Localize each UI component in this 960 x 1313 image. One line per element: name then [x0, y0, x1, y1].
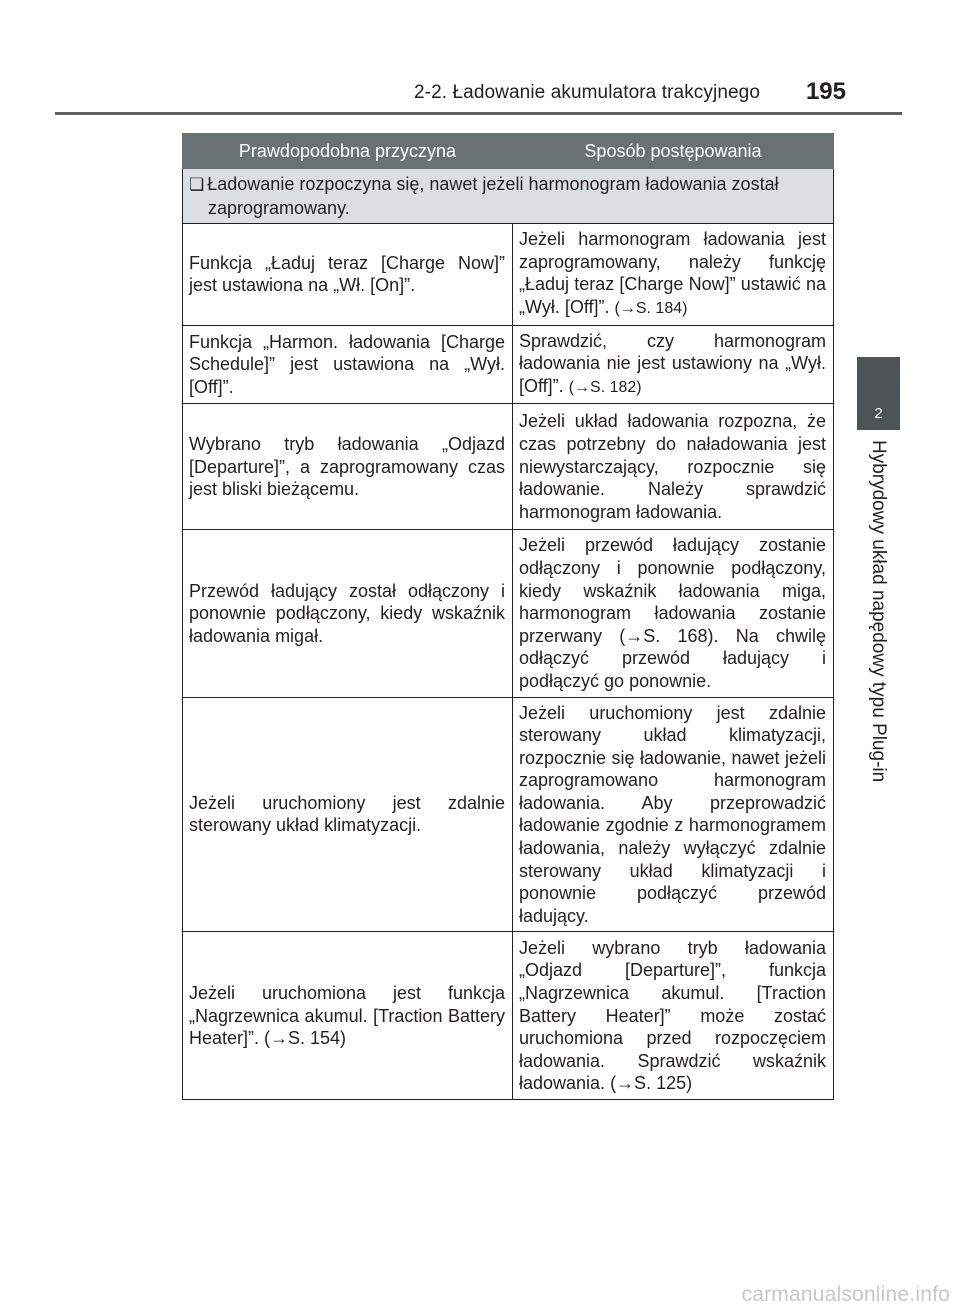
action-cell: Jeżeli przewód ładujący zostanie odłączony i ponownie podłączony, kiedy wskaźnik ładowania miga, harmonogram ładowania zostanie przerwany (→S. 168). Na chwilę odłączyć przewód ładujący i podłączyć go ponownie. — [513, 530, 834, 697]
action-cell — [513, 224, 834, 325]
action-cell: Jeżeli uruchomiony jest zdalnie sterowany układ klimatyzacji, rozpocznie się ładowanie, nawet jeżeli zaprogramowano harmonogram ładowania. Aby przeprowadzić ładowanie zgodnie z harmonogramem ładowania, należy wyłączyć zdalnie sterowany układ klimatyzacji i ponownie podłączyć przewód ładujący. — [513, 697, 834, 932]
page-number: 195 — [805, 78, 846, 105]
cause-cell: Jeżeli uruchomiony jest zdalnie sterowany układ klimatyzacji. — [183, 697, 513, 932]
page-header — [0, 0, 960, 114]
table-header-row — [183, 134, 834, 169]
action-cell: Jeżeli układ ładowania rozpozna, że czas potrzebny do naładowania jest niewystarczający, rozpocznie się ładowanie. Należy sprawdzić harmonogram ładowania. — [513, 404, 834, 530]
chapter-tab-label: Hybrydowy układ napędowy typu Plug-in — [868, 440, 889, 783]
table-row — [183, 404, 834, 530]
cause-cell: Funkcja „Harmon. ładowania [Charge Schedule]” jest ustawiona na „Wył. [Off]”. — [183, 325, 513, 404]
chapter-tab — [857, 357, 900, 430]
cause-cell: Wybrano tryb ładowania „Odjazd [Departure]”, a zaprogramowany czas jest bliski bieżącemu. — [183, 404, 513, 530]
header-divider — [55, 112, 902, 115]
action-cell: Jeżeli wybrano tryb ładowania „Odjazd [Departure]”, funkcja „Nagrzewnica akumul. [Traction Battery Heater]” może zostać uruchomiona przed rozpoczęciem ładowania. Sprawdzić wskaźnik ładowania. (→S. 125) — [513, 932, 834, 1100]
action-text: Jeżeli harmonogram ładowania jest zaprogramowany, należy funkcję „Ładuj teraz [Charge Now]” ustawić na „Wył. [Off]”. — [519, 229, 826, 317]
table-row — [183, 224, 834, 325]
action-text: Sprawdzić, czy harmonogram ładowania nie jest ustawiony na „Wył. [Off]”. — [519, 330, 826, 396]
table-row — [183, 530, 834, 697]
table-row — [183, 932, 834, 1100]
condition-text-line1: Ładowanie rozpoczyna się, nawet jeżeli harmonogram ładowania został — [207, 174, 779, 194]
chapter-tab-label-container — [857, 440, 900, 785]
column-header-action: Sposób postępowania — [513, 134, 834, 169]
column-header-cause: Prawdopodobna przyczyna — [183, 134, 513, 169]
page-reference: (→S. 184) — [614, 299, 688, 317]
cause-cell: Jeżeli uruchomiona jest funkcja „Nagrzewnica akumul. [Traction Battery Heater]”. (→S. 154) — [183, 932, 513, 1100]
troubleshooting-table — [182, 133, 834, 1100]
page-reference: (→S. 182) — [568, 378, 642, 396]
action-cell — [513, 325, 834, 404]
cause-cell: Przewód ładujący został odłączony i ponownie podłączony, kiedy wskaźnik ładowania migał. — [183, 530, 513, 697]
chapter-tab-number: 2 — [874, 405, 883, 422]
watermark: carmanualsonline.info — [741, 1283, 950, 1306]
condition-row — [183, 169, 834, 224]
checkbox-bullet-icon: ❏ — [189, 175, 205, 194]
section-title: 2-2. Ładowanie akumulatora trakcyjnego — [413, 82, 760, 103]
table-row — [183, 325, 834, 404]
condition-text-line2: zaprogramowany. — [208, 197, 350, 218]
table-row — [183, 697, 834, 932]
cause-cell: Funkcja „Ładuj teraz [Charge Now]” jest ustawiona na „Wł. [On]”. — [183, 224, 513, 325]
condition-cell — [183, 169, 834, 224]
